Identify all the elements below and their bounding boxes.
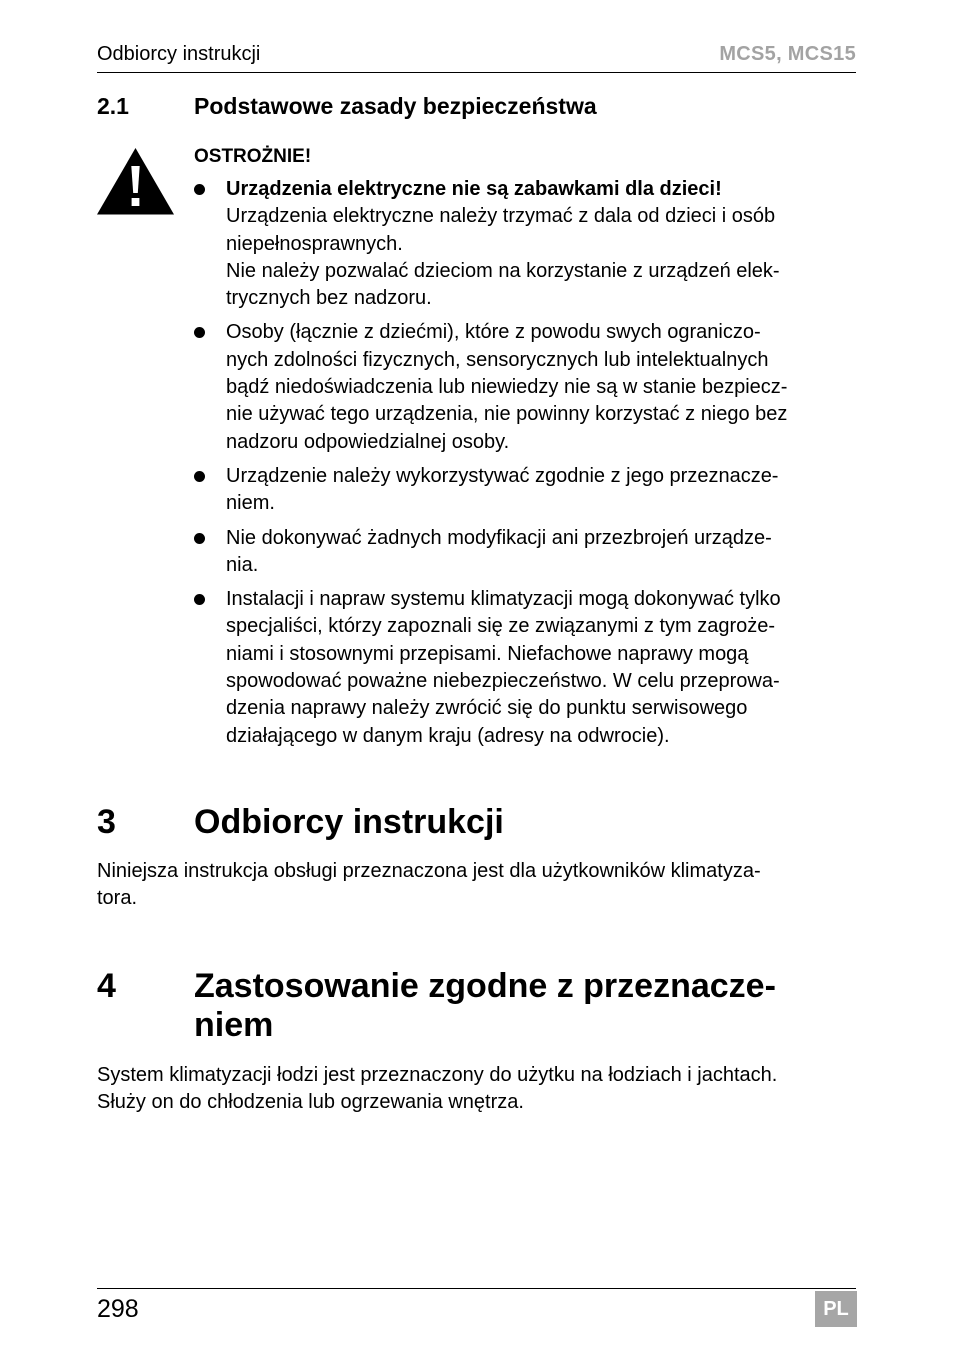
bullet-text-line: nie używać tego urządzenia, nie powinny korzystać z niego bez: [226, 403, 788, 426]
bullet-text-line: nadzoru odpowiedzialnej osoby.: [226, 430, 510, 453]
header-section-title: Odbiorcy instrukcji: [97, 43, 261, 65]
footer-divider: [97, 1288, 856, 1289]
header-models: MCS5, MCS15: [719, 43, 856, 65]
bullet-text-line: dzenia naprawy należy zwrócić się do punktu serwisowego: [226, 697, 748, 720]
paragraph-line: Służy on do chłodzenia lub ogrzewania wnętrza.: [97, 1091, 524, 1114]
bullet-text-line: nych zdolności fizycznych, sensorycznych lub intelektualnych: [226, 348, 769, 371]
section-4-number: 4: [97, 967, 116, 1005]
bullet-text-line: Urządzenia elektryczne należy trzymać z dala od dzieci i osób: [226, 205, 776, 228]
bullet-text-line: bądź niedoświadczenia lub niewiedzy nie są w stanie bezpiecz-: [226, 376, 788, 399]
bullet-text-line: specjaliści, którzy zapoznali się ze związanymi z tym zagroże-: [226, 615, 776, 638]
bullet-text-line: nia.: [226, 553, 259, 576]
bullet-dot-icon: [194, 327, 205, 338]
section-3-title: Odbiorcy instrukcji: [194, 803, 504, 841]
bullet-text-line: Urządzenie należy wykorzystywać zgodnie z jego przeznacze-: [226, 464, 779, 487]
header-divider: [97, 72, 856, 73]
bullet-dot-icon: [194, 533, 205, 544]
bullet-text-line: niem.: [226, 492, 275, 515]
bullet-dot-icon: [194, 184, 205, 195]
safety-bullet-item: [194, 463, 858, 518]
section-2-1-title: Podstawowe zasady bezpieczeństwa: [194, 93, 597, 119]
section-4-title-line: niem: [194, 1006, 274, 1044]
bullet-text-line: spowodować poważne niebezpieczeństwo. W celu przeprowa-: [226, 670, 780, 693]
bullet-text-line: trycznych bez nadzoru.: [226, 287, 432, 310]
bullet-text-line: działającego w danym kraju (adresy na odwrocie).: [226, 724, 670, 747]
bullet-heading: Urządzenia elektryczne nie są zabawkami dla dzieci!: [226, 178, 722, 200]
bullet-text-line: Instalacji i napraw systemu klimatyzacji mogą dokonywać tylko: [226, 588, 781, 611]
safety-bullet-item: [194, 586, 858, 750]
paragraph-line: System klimatyzacji łodzi jest przeznaczony do użytku na łodziach i jachtach.: [97, 1064, 778, 1086]
bullet-dot-icon: [194, 471, 205, 482]
section-3-number: 3: [97, 803, 116, 841]
section-4-title: [194, 967, 776, 1045]
safety-bullet-list: [194, 176, 858, 757]
section-4-paragraph: [97, 1062, 857, 1117]
bullet-dot-icon: [194, 594, 205, 605]
section-2-1-number: 2.1: [97, 93, 129, 119]
safety-bullet-item: [194, 176, 858, 312]
section-3-paragraph: [97, 858, 857, 913]
bullet-text-line: Osoby (łącznie z dziećmi), które z powodu swych ograniczo-: [226, 321, 761, 344]
bullet-text-line: Nie dokonywać żadnych modyfikacji ani przezbrojeń urządze-: [226, 526, 772, 549]
caution-label: OSTROŻNIE!: [194, 146, 312, 167]
paragraph-line: tora.: [97, 887, 138, 910]
bullet-text-line: niepełnosprawnych.: [226, 232, 403, 255]
bullet-text-line: niami i stosownymi przepisami. Niefachowe naprawy mogą: [226, 642, 749, 665]
safety-bullet-item: [194, 525, 858, 580]
language-badge: PL: [815, 1291, 857, 1327]
paragraph-line: Niniejsza instrukcja obsługi przeznaczona jest dla użytkowników klimatyza-: [97, 860, 761, 882]
safety-bullet-item: [194, 319, 858, 455]
page-number: 298: [97, 1295, 139, 1323]
warning-triangle-icon: [96, 146, 175, 216]
section-4-title-line: Zastosowanie zgodne z przeznacze-: [194, 967, 776, 1005]
bullet-text-line: Nie należy pozwalać dzieciom na korzystanie z urządzeń elek-: [226, 259, 780, 282]
